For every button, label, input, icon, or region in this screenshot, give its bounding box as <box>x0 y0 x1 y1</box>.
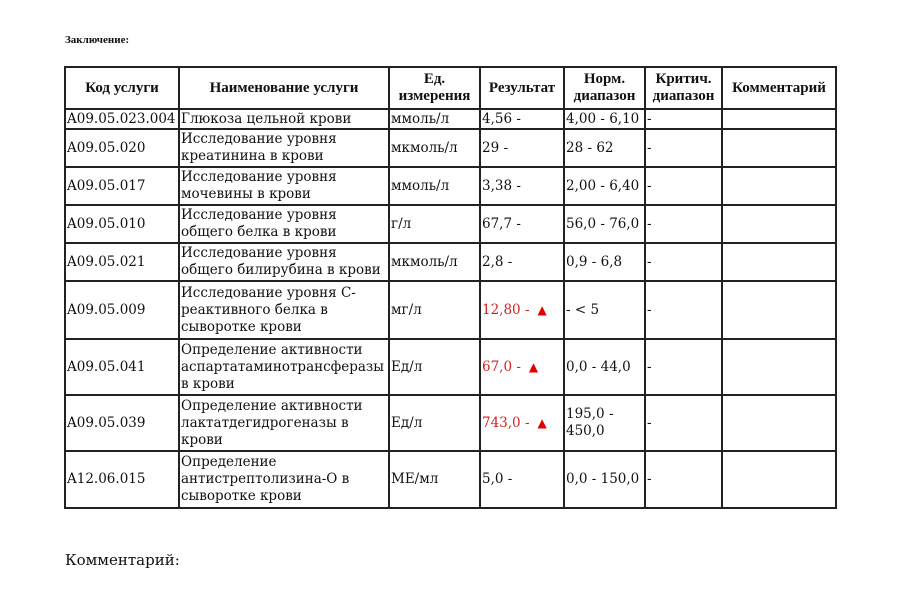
cell-unit: мкмоль/л <box>389 243 480 281</box>
conclusion-title: Заключение: <box>65 34 130 46</box>
cell-unit: МЕ/мл <box>389 451 480 508</box>
high-triangle-icon: ▲ <box>537 415 547 430</box>
cell-norm: 0,0 - 44,0 <box>564 339 645 395</box>
result-value: 29 - <box>482 139 509 156</box>
cell-result <box>480 395 564 451</box>
cell-result <box>480 167 564 205</box>
cell-code: A12.06.015 <box>65 451 179 508</box>
cell-name: Исследование уровня креатинина в крови <box>179 129 389 167</box>
cell-norm: - < 5 <box>564 281 645 339</box>
result-value: 67,7 - <box>482 215 521 232</box>
cell-unit: ммоль/л <box>389 109 480 129</box>
cell-unit: мг/л <box>389 281 480 339</box>
high-triangle-icon: ▲ <box>537 302 547 317</box>
cell-norm: 0,0 - 150,0 <box>564 451 645 508</box>
cell-name: Исследование уровня мочевины в крови <box>179 167 389 205</box>
cell-result <box>480 205 564 243</box>
header-unit: Ед. измерения <box>389 67 480 109</box>
header-norm: Норм. диапазон <box>564 67 645 109</box>
cell-comment <box>722 243 836 281</box>
cell-code: A09.05.023.004 <box>65 109 179 129</box>
cell-norm: 4,00 - 6,10 <box>564 109 645 129</box>
cell-result <box>480 339 564 395</box>
cell-comment <box>722 451 836 508</box>
cell-code: A09.05.039 <box>65 395 179 451</box>
header-name: Наименование услуги <box>179 67 389 109</box>
cell-name: Определение активности аспартатаминотрансферазы в крови <box>179 339 389 395</box>
table-row <box>65 129 836 167</box>
cell-code: A09.05.010 <box>65 205 179 243</box>
header-comment: Комментарий <box>722 67 836 109</box>
cell-crit: - <box>645 395 722 451</box>
cell-result <box>480 451 564 508</box>
result-value: 3,38 - <box>482 177 521 194</box>
cell-unit: мкмоль/л <box>389 129 480 167</box>
cell-name: Исследование уровня общего билирубина в крови <box>179 243 389 281</box>
cell-code: A09.05.017 <box>65 167 179 205</box>
cell-unit: г/л <box>389 205 480 243</box>
cell-crit: - <box>645 451 722 508</box>
cell-norm: 2,00 - 6,40 <box>564 167 645 205</box>
cell-name: Определение антистрептолизина-О в сыворотке крови <box>179 451 389 508</box>
cell-crit: - <box>645 243 722 281</box>
result-value: 67,0 - <box>482 358 521 375</box>
table-row <box>65 451 836 508</box>
cell-crit: - <box>645 129 722 167</box>
cell-crit: - <box>645 281 722 339</box>
cell-comment <box>722 395 836 451</box>
cell-comment <box>722 109 836 129</box>
comment-label: Комментарий: <box>65 551 180 569</box>
cell-code: A09.05.020 <box>65 129 179 167</box>
table-row <box>65 281 836 339</box>
cell-crit: - <box>645 205 722 243</box>
cell-result <box>480 129 564 167</box>
header-result: Результат <box>480 67 564 109</box>
cell-comment <box>722 205 836 243</box>
table-row <box>65 167 836 205</box>
cell-norm: 0,9 - 6,8 <box>564 243 645 281</box>
cell-unit: Ед/л <box>389 395 480 451</box>
result-value: 12,80 - <box>482 301 530 318</box>
result-value: 4,56 - <box>482 110 521 127</box>
cell-name: Определение активности лактатдегидрогеназы в крови <box>179 395 389 451</box>
cell-unit: ммоль/л <box>389 167 480 205</box>
cell-crit: - <box>645 339 722 395</box>
cell-code: A09.05.021 <box>65 243 179 281</box>
cell-comment <box>722 339 836 395</box>
result-value: 743,0 - <box>482 414 530 431</box>
table-row <box>65 339 836 395</box>
cell-comment <box>722 129 836 167</box>
table-row <box>65 243 836 281</box>
cell-result <box>480 109 564 129</box>
result-value: 2,8 - <box>482 253 513 270</box>
cell-comment <box>722 167 836 205</box>
cell-result <box>480 281 564 339</box>
cell-code: A09.05.009 <box>65 281 179 339</box>
header-crit: Критич. диапазон <box>645 67 722 109</box>
header-code: Код услуги <box>65 67 179 109</box>
cell-name: Исследование уровня С-реактивного белка в сыворотке крови <box>179 281 389 339</box>
table-row <box>65 109 836 129</box>
header-row <box>65 67 836 109</box>
cell-code: A09.05.041 <box>65 339 179 395</box>
cell-norm: 28 - 62 <box>564 129 645 167</box>
high-triangle-icon: ▲ <box>528 359 539 374</box>
cell-name: Исследование уровня общего белка в крови <box>179 205 389 243</box>
cell-crit: - <box>645 167 722 205</box>
cell-norm: 56,0 - 76,0 <box>564 205 645 243</box>
table-row <box>65 395 836 451</box>
cell-unit: Ед/л <box>389 339 480 395</box>
result-value: 5,0 - <box>482 471 513 487</box>
cell-result <box>480 243 564 281</box>
cell-crit: - <box>645 109 722 129</box>
results-table <box>64 66 837 509</box>
table-row <box>65 205 836 243</box>
cell-name: Глюкоза цельной крови <box>179 109 389 129</box>
cell-norm: 195,0 - 450,0 <box>564 395 645 451</box>
cell-comment <box>722 281 836 339</box>
